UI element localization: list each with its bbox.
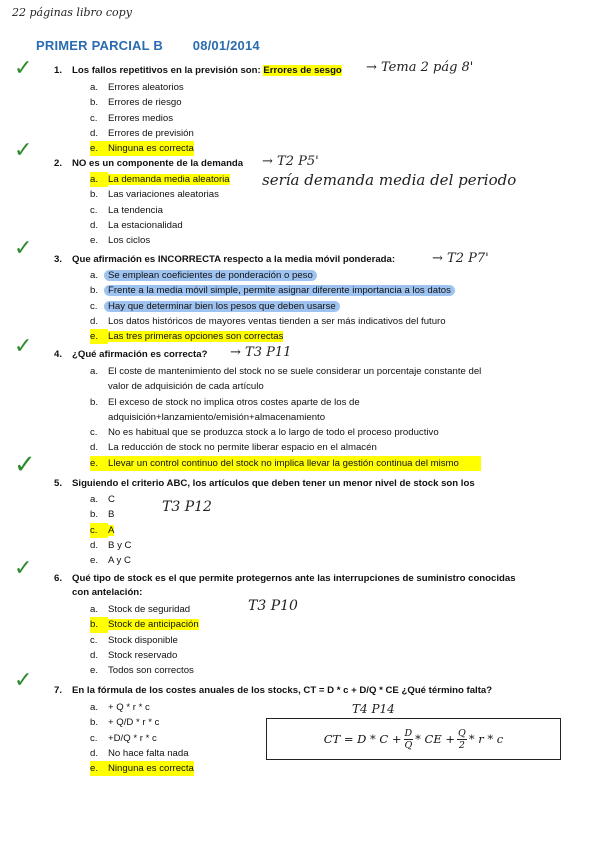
page-title: [36, 38, 260, 53]
formula-box: [266, 718, 561, 760]
option: c. +D/Q * r * c: [90, 732, 157, 744]
option: e. Los ciclos: [90, 235, 151, 247]
handwritten-note: → T3 P11: [230, 345, 292, 360]
option: a. Stock de seguridad: [90, 604, 191, 615]
handwritten-note: T4 P14: [352, 702, 395, 716]
option: c. A: [90, 523, 131, 538]
option: e. Las tres primeras opciones son correctas: [90, 329, 455, 344]
options-q6: [90, 602, 199, 678]
option-cont: valor de adquisición de cada artículo: [108, 381, 264, 393]
check-mark-icon: ✓: [14, 556, 33, 581]
check-mark-icon: ✓: [14, 450, 36, 480]
exam-name: PRIMER PARCIAL B: [36, 38, 163, 53]
handwritten-note: → T2 P7': [432, 251, 489, 266]
question-4: 4. ¿Qué afirmación es correcta?: [54, 349, 208, 360]
exam-date: 08/01/2014: [192, 38, 260, 53]
option: a. El coste de mantenimiento del stock no se suele considerar un porcentaje constante del: [90, 366, 482, 377]
option: c. No es habitual que se produzca stock a lo largo de todo el proceso productivo: [90, 427, 439, 439]
option: d. No hace falta nada: [90, 747, 189, 759]
option: c. Errores medios: [90, 112, 174, 124]
option: b. Stock de anticipación: [90, 617, 199, 632]
question-text: Los fallos repetitivos en la previsión son:: [72, 65, 261, 76]
inline-answer: Errores de sesgo: [263, 65, 342, 76]
handwritten-note: T3 P12: [162, 499, 212, 515]
question-6: 6. Qué tipo de stock es el que permite protegernos ante las interrupciones de suministro conocidas con antelación:: [54, 573, 516, 598]
formula-lhs: CT = D * C +: [323, 732, 402, 746]
option-highlighted: e. Ninguna es correcta: [90, 141, 194, 156]
options-q7: [90, 700, 194, 776]
check-mark-icon: ✓: [14, 668, 33, 693]
options-q1: [90, 80, 194, 156]
option: d. Stock reservado: [90, 649, 178, 661]
option: a. Errores aleatorios: [90, 82, 184, 93]
handwritten-note: → Tema 2 pág 8': [366, 60, 474, 75]
option-highlighted: e. Ninguna es correcta: [90, 761, 194, 776]
option: d. Errores de previsión: [90, 127, 194, 139]
options-q2: [90, 172, 230, 248]
option: c. La tendencia: [90, 204, 163, 216]
option: b. Errores de riesgo: [90, 97, 182, 109]
question-2: 2. NO es un componente de la demanda: [54, 158, 244, 169]
question-7: 7. En la fórmula de los costes anuales de los stocks, CT = D * c + D/Q * CE ¿Qué término falta?: [54, 685, 493, 696]
option: a. La demanda media aleatoria: [90, 172, 230, 187]
question-1: [54, 64, 564, 78]
option: b. B: [90, 509, 115, 521]
option-highlighted: e. Llevar un control continuo del stock no implica llevar la gestión continua del mismo: [90, 456, 481, 471]
option: d. La reducción de stock no permite liberar espacio en el almacén: [90, 442, 377, 454]
option: e. Todos son correctos: [90, 665, 194, 677]
handwritten-note: → T2 P5': [262, 154, 319, 169]
option-cont: adquisición+lanzamiento/emisión+almacenamiento: [108, 411, 326, 423]
check-mark-icon: ✓: [14, 56, 33, 81]
handwritten-header-note: 22 páginas libro copy: [12, 6, 132, 19]
option: d. B y C: [90, 539, 132, 551]
option: b. Frente a la media móvil simple, permite asignar diferente importancia a los datos: [90, 283, 455, 298]
option: d. Los datos históricos de mayores ventas tienden a ser más indicativos del futuro: [90, 315, 446, 327]
option: b. El exceso de stock no implica otros costes aparte de los de: [90, 396, 360, 408]
check-mark-icon: ✓: [14, 334, 33, 359]
question-3: 3. Que afirmación es INCORRECTA respecto a la media móvil ponderada:: [54, 254, 396, 265]
question-5: 5. Siguiendo el criterio ABC, los artículos que deben tener un menor nivel de stock son los: [54, 478, 475, 489]
option: d. La estacionalidad: [90, 219, 183, 231]
option: a. C: [90, 494, 115, 505]
fraction-d-over-q: $\frac{D}{Q}$: [404, 727, 413, 751]
formula-mid: * CE +: [415, 732, 456, 746]
handwritten-note-2: sería demanda media del periodo: [262, 171, 517, 189]
formula-rhs: * r * c: [468, 732, 504, 746]
options-q5: [90, 492, 131, 568]
fraction-q-over-2: $\frac{Q}{2}$: [458, 727, 466, 751]
handwritten-note: T3 P10: [248, 598, 298, 614]
check-mark-icon: ✓: [14, 138, 33, 163]
option: b. + Q/D * r * c: [90, 717, 160, 729]
question-number: 1.: [54, 65, 63, 76]
options-q3: [90, 268, 455, 344]
check-mark-icon: ✓: [14, 236, 33, 261]
option: b. Las variaciones aleatorias: [90, 189, 219, 201]
options-q4: [90, 364, 481, 471]
option: c. Hay que determinar bien los pesos que deben usarse: [90, 299, 455, 314]
option: e. A y C: [90, 555, 131, 567]
option: a. + Q * r * c: [90, 702, 150, 713]
option: c. Stock disponible: [90, 634, 178, 646]
option: a. Se emplean coeficientes de ponderación o peso: [90, 268, 455, 283]
